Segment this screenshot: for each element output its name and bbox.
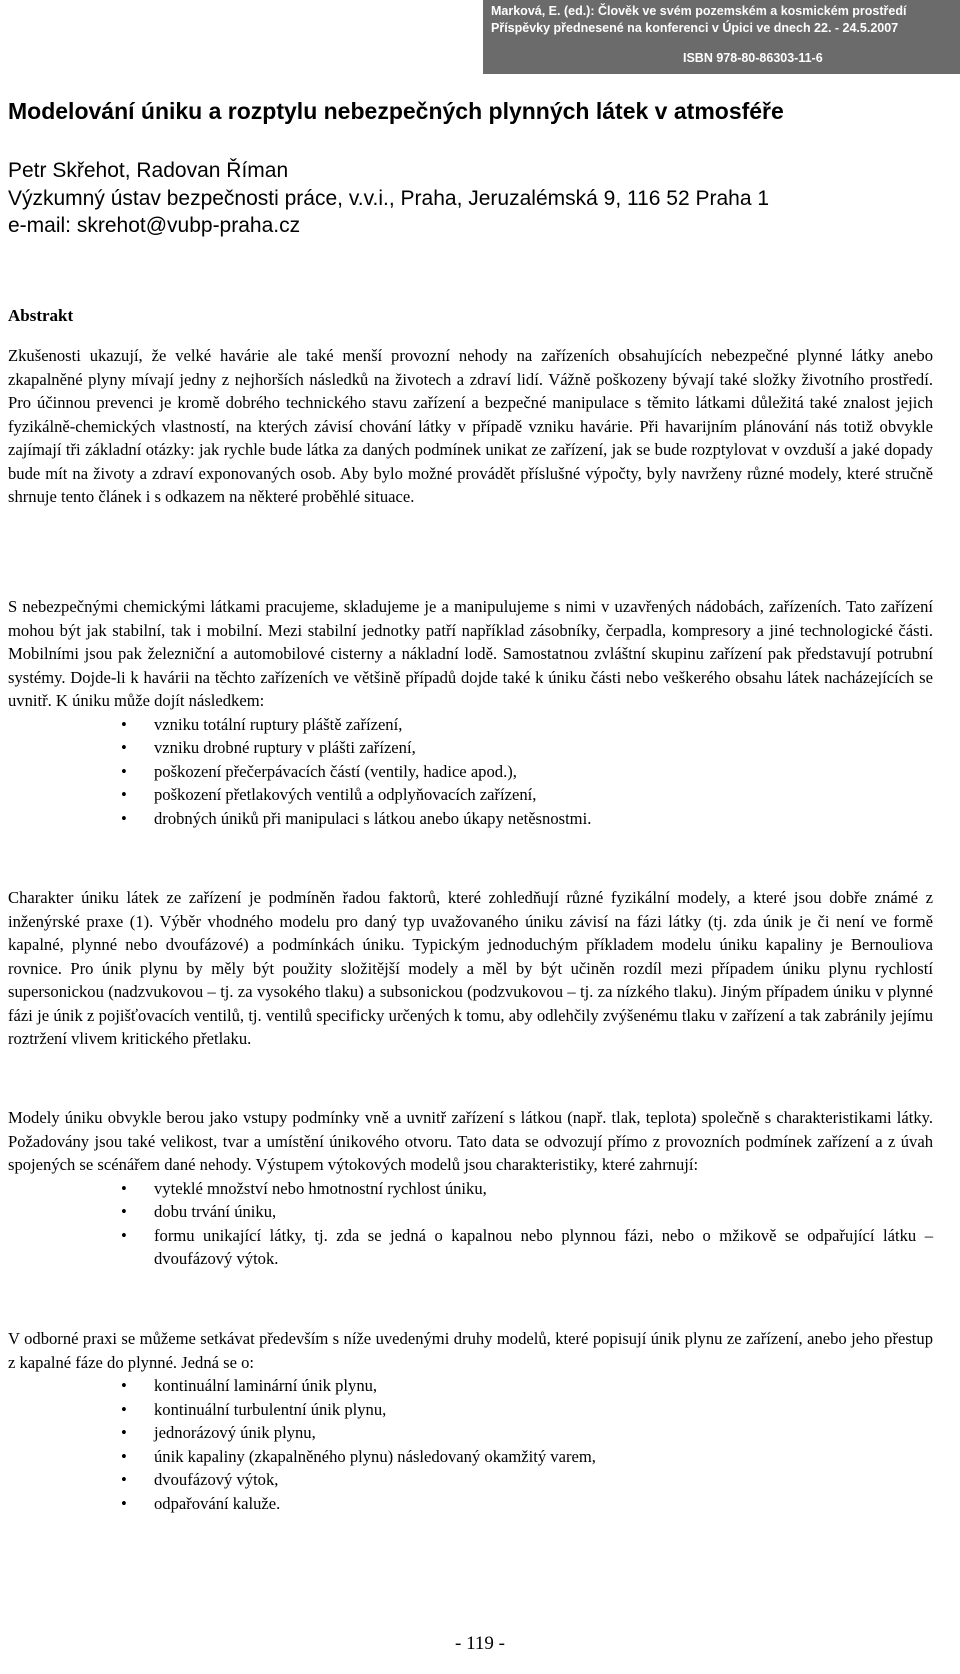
author-affiliation: Výzkumný ústav bezpečnosti práce, v.v.i., Praha, Jeruzalémská 9, 116 52 Praha 1	[8, 186, 770, 210]
list-item: • formu unikající látky, tj. zda se jedná o kapalnou nebo plynnou fázi, nebo o mžikově se odpařující látku – dvoufázový výtok.	[8, 1224, 933, 1271]
abstract-paragraph: Zkušenosti ukazují, že velké havárie ale také menší provozní nehody na zařízeních obsahujících nebezpečné plynné látky anebo zkapalněné plyny mívají jedny z nejhorších následků na životech a zdraví lidí. Vážně poškozeny bývají také složky životního prostředí. Pro účinnou prevenci je kromě dobrého technického stavu zařízení a bezpečné manipulace s těmito látkami důležitá také znalost jejich fyzikálně-chemických vlastností, na kterých závisí chování látky v případě vzniku havárie. Při havarijním plánování nás totiž obvykle zajímají tři základní otázky: jak rychle bude látka za daných podmínek unikat ze zařízení, jak se bude rozptylovat v ovzduší a jaké dopady bude mít na životy a zdraví exponovaných osob. Aby bylo možné provádět příslušné výpočty, byly navrženy různé modely, které stručně shrnuje tento článek i s odkazem na některé proběhlé situace.	[8, 346, 933, 506]
body-paragraph-1: S nebezpečnými chemickými látkami pracujeme, skladujeme je a manipulujeme s nimi v uzavřených nádobách, zařízeních. Tato zařízení mohou být jak stabilní, tak i mobilní. Mezi stabilní jednotky patří například zásobníky, čerpadla, kompresory a jiné technologické části. Mobilními jsou pak železniční a automobilové cisterny a nákladní lodě. Samostatnou zvláštní skupinu zařízení pak představují potrubní systémy. Dojde-li k havárii na těchto zařízeních ve většině případů dojde také k úniku části nebo veškerého obsahu látek nacházejících se uvnitř. K úniku může dojít následkem:	[8, 597, 933, 710]
list-item: • dvoufázový výtok,	[8, 1468, 933, 1492]
list-item: • jednorázový únik plynu,	[8, 1421, 933, 1445]
list-item: • poškození přetlakových ventilů a odplyňovacích zařízení,	[8, 783, 933, 807]
conference-banner	[483, 0, 960, 74]
paper-title: Modelování úniku a rozptylu nebezpečných plynných látek v atmosféře	[8, 98, 784, 124]
body-paragraph-3: Modely úniku obvykle berou jako vstupy podmínky vně a uvnitř zařízení s látkou (např. tlak, teplota) společně s charakteristikami látky. Požadovány jsou také velikost, tvar a umístění únikového otvoru. Tato data se odvozují přímo z provozních podmínek zařízení a z úvah spojených se scénářem dané nehody. Výstupem výtokových modelů jsou charakteristiky, které zahrnují:	[8, 1108, 933, 1174]
list-item: • kontinuální laminární únik plynu,	[8, 1374, 933, 1398]
body-section-1	[8, 595, 933, 830]
bullet-list-causes	[8, 713, 933, 831]
list-item: • vzniku totální ruptury pláště zařízení,	[8, 713, 933, 737]
list-item: • únik kapaliny (zkapalněného plynu) následovaný okamžitý varem,	[8, 1445, 933, 1469]
banner-conference-line: Příspěvky přednesené na konferenci v Úpici ve dnech 22. - 24.5.2007	[491, 21, 899, 35]
body-section-4	[8, 1327, 933, 1515]
list-item: • poškození přečerpávacích částí (ventily, hadice apod.),	[8, 760, 933, 784]
body-paragraph-2: Charakter úniku látek ze zařízení je podmíněn řadou faktorů, které zohledňují různé fyzikální modely, a které jsou dobře známé z inženýrské praxe (1). Výběr vhodného modelu pro daný typ uvažovaného úniku závisí na fázi látky (tj. zda únik je či není ve formě kapalné, plynné nebo dvoufázové) a podmínkách úniku. Typickým jednoduchým příkladem modelu úniku kapaliny je Bernouliova rovnice. Pro únik plynu by měly být použity složitější modely a měl by být učiněn rozdíl mezi případem úniku plynu rychlostí supersonickou (nadzvukovou – tj. za vysokého tlaku) a subsonickou (podzvukovou – tj. za nízkého tlaku). Jiným případem úniku v plynné fázi je únik z pojišťovacích ventilů, tj. ventilů specificky určených k tomu, aby odlehčily zvýšenému tlaku v zařízení a tak zabránily jejímu roztržení vlivem kritického přetlaku.	[8, 888, 933, 1048]
list-item: • dobu trvání úniku,	[8, 1200, 933, 1224]
body-paragraph-4: V odborné praxi se můžeme setkávat především s níže uvedenými druhy modelů, které popisují únik plynu ze zařízení, anebo jeho přestup z kapalné fáze do plynné. Jedná se o:	[8, 1329, 933, 1372]
list-item: • vzniku drobné ruptury v plášti zařízení,	[8, 736, 933, 760]
author-block	[8, 157, 938, 240]
list-item: • odpařování kaluže.	[8, 1492, 933, 1516]
bullet-list-models	[8, 1374, 933, 1515]
author-email: e-mail: skrehot@vubp-praha.cz	[8, 214, 301, 237]
banner-isbn: ISBN 978-80-86303-11-6	[683, 51, 823, 65]
list-item: • kontinuální turbulentní únik plynu,	[8, 1398, 933, 1422]
author-names: Petr Skřehot, Radovan Říman	[8, 159, 289, 182]
list-item: • drobných úniků při manipulaci s látkou anebo úkapy netěsnostmi.	[8, 807, 933, 831]
list-item: • vyteklé množství nebo hmotnostní rychlost úniku,	[8, 1177, 933, 1201]
abstract-heading: Abstrakt	[8, 306, 74, 325]
banner-editor-line: Marková, E. (ed.): Člověk ve svém pozemském a kosmickém prostředí	[491, 4, 907, 18]
bullet-list-outputs	[8, 1177, 933, 1271]
body-section-3	[8, 1106, 933, 1271]
page-number: - 119 -	[455, 1633, 505, 1654]
